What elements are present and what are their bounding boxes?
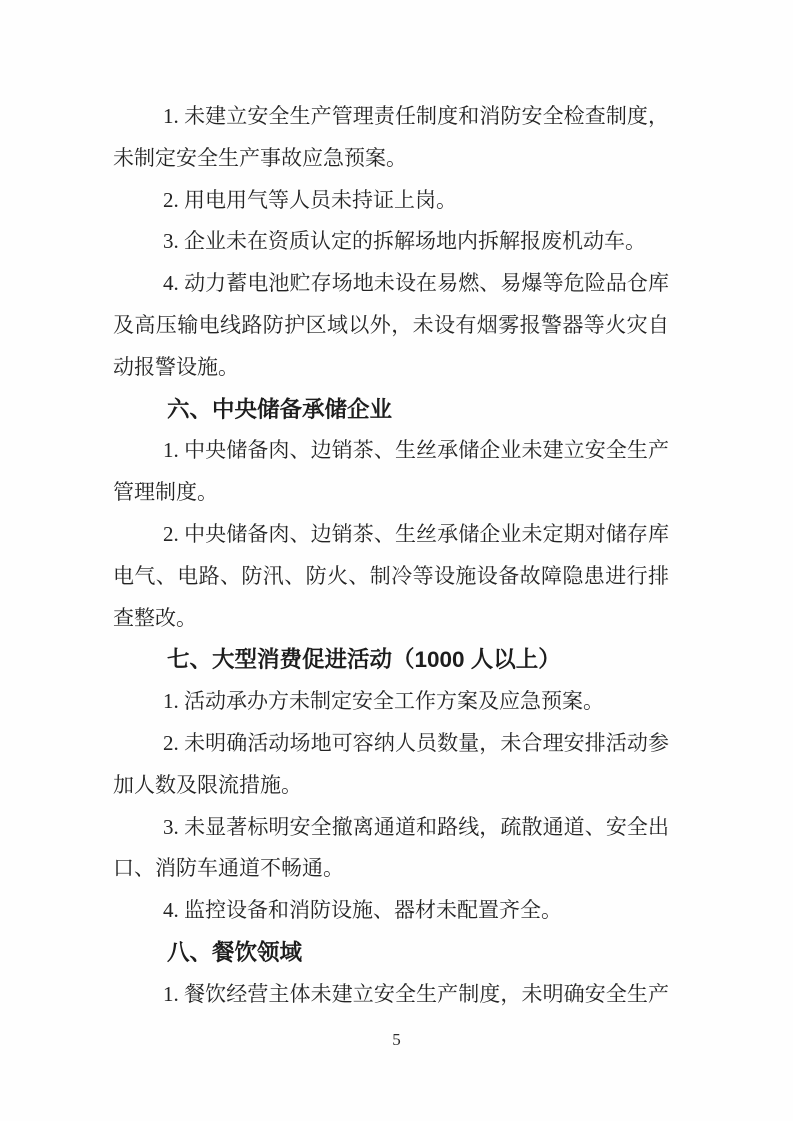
text-line: 2. 中央储备肉、边销茶、生丝承储企业未定期对储存库: [163, 521, 669, 546]
text-line: 1. 未建立安全生产管理责任制度和消防安全检查制度，: [163, 104, 669, 128]
text-line: 电气、电路、防汛、防火、制冷等设施设备故障隐患进行排: [113, 563, 669, 588]
text-line: 4. 监控设备和消防设施、器材未配置齐全。: [163, 898, 562, 923]
text-line: 3. 企业未在资质认定的拆解场地内拆解报废机动车。: [163, 229, 646, 254]
text-line: 及高压输电线路防护区域以外，未设有烟雾报警器等火灾自: [113, 312, 669, 337]
text-line: 口、消防车通道不畅通。: [113, 856, 344, 881]
text-line: 2. 用电用气等人员未持证上岗。: [163, 187, 457, 212]
text-line: 1. 中央储备肉、边销茶、生丝承储企业未建立安全生产: [163, 438, 669, 463]
text-line: 动报警设施。: [113, 354, 239, 379]
text-line: 1. 活动承办方未制定安全工作方案及应急预案。: [163, 689, 604, 714]
text-line: 4. 动力蓄电池贮存场地未设在易燃、易爆等危险品仓库: [163, 271, 669, 296]
text-line: 3. 未显著标明安全撤离通道和路线，疏散通道、安全出: [163, 814, 669, 839]
document-content: [113, 96, 669, 1016]
text-line: 管理制度。: [113, 480, 218, 505]
section-heading: 七、大型消费促进活动（1000 人以上）: [167, 647, 561, 673]
section-heading: 八、餐饮领域: [167, 939, 303, 965]
text-line: 2. 未明确活动场地可容纳人员数量，未合理安排活动参: [163, 730, 669, 755]
text-line: 未制定安全生产事故应急预案。: [113, 145, 407, 170]
text-line: 查整改。: [113, 605, 197, 630]
section-heading: 六、中央储备承储企业: [167, 396, 393, 422]
page-number: 5: [392, 1030, 401, 1049]
text-line: 加人数及限流措施。: [113, 772, 302, 797]
text-line: 1. 餐饮经营主体未建立安全生产制度，未明确安全生产: [163, 981, 669, 1006]
